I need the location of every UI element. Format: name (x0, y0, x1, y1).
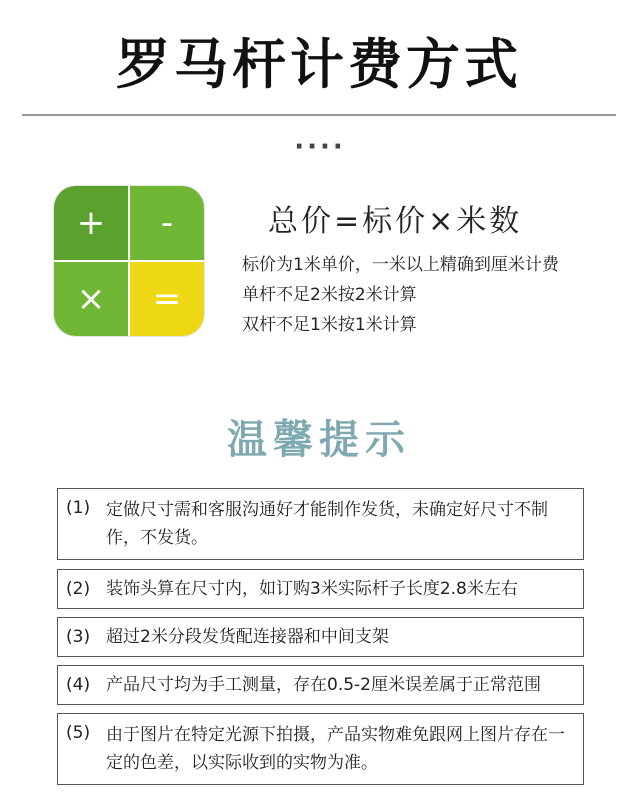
tip-item (57, 713, 584, 785)
dots-separator: ···· (294, 132, 346, 162)
tip-number: (5) (66, 723, 91, 743)
tip-text: 超过2米分段发货配连接器和中间支架 (106, 627, 389, 647)
price-formula: 总价=标价×米数 (268, 204, 523, 239)
tip-number: (4) (66, 675, 91, 695)
tip-item (57, 665, 584, 705)
tip-item (57, 488, 584, 560)
pricing-rule: 双杆不足1米按1米计算 (242, 315, 417, 335)
tip-text: 产品尺寸均为手工测量，存在0.5-2厘米误差属于正常范围 (106, 675, 541, 695)
pricing-rule: 标价为1米单价，一米以上精确到厘米计费 (242, 255, 559, 275)
plus-icon: + (54, 186, 128, 260)
divider (22, 114, 616, 116)
tip-text: 定做尺寸需和客服沟通好才能制作发货，未确定好尺寸不制作，不发货。 (106, 500, 548, 548)
page-title: 罗马杆计费方式 (116, 33, 522, 96)
tip-item (57, 569, 584, 609)
tip-text: 装饰头算在尺寸内，如订购3米实际杆子长度2.8米左右 (106, 579, 518, 599)
tips-title: 温馨提示 (227, 417, 411, 463)
pricing-rule: 单杆不足2米按2米计算 (242, 285, 417, 305)
calculator-icon (54, 186, 204, 336)
times-icon: × (54, 262, 128, 336)
tip-text: 由于图片在特定光源下拍摄，产品实物难免跟网上图片存在一定的色差，以实际收到的实物为准。 (106, 725, 565, 773)
tip-item (57, 617, 584, 657)
equals-icon: = (130, 262, 204, 336)
tip-number: (3) (66, 627, 91, 647)
minus-icon: - (130, 186, 204, 260)
tip-number: (2) (66, 579, 91, 599)
tip-number: (1) (66, 498, 91, 518)
